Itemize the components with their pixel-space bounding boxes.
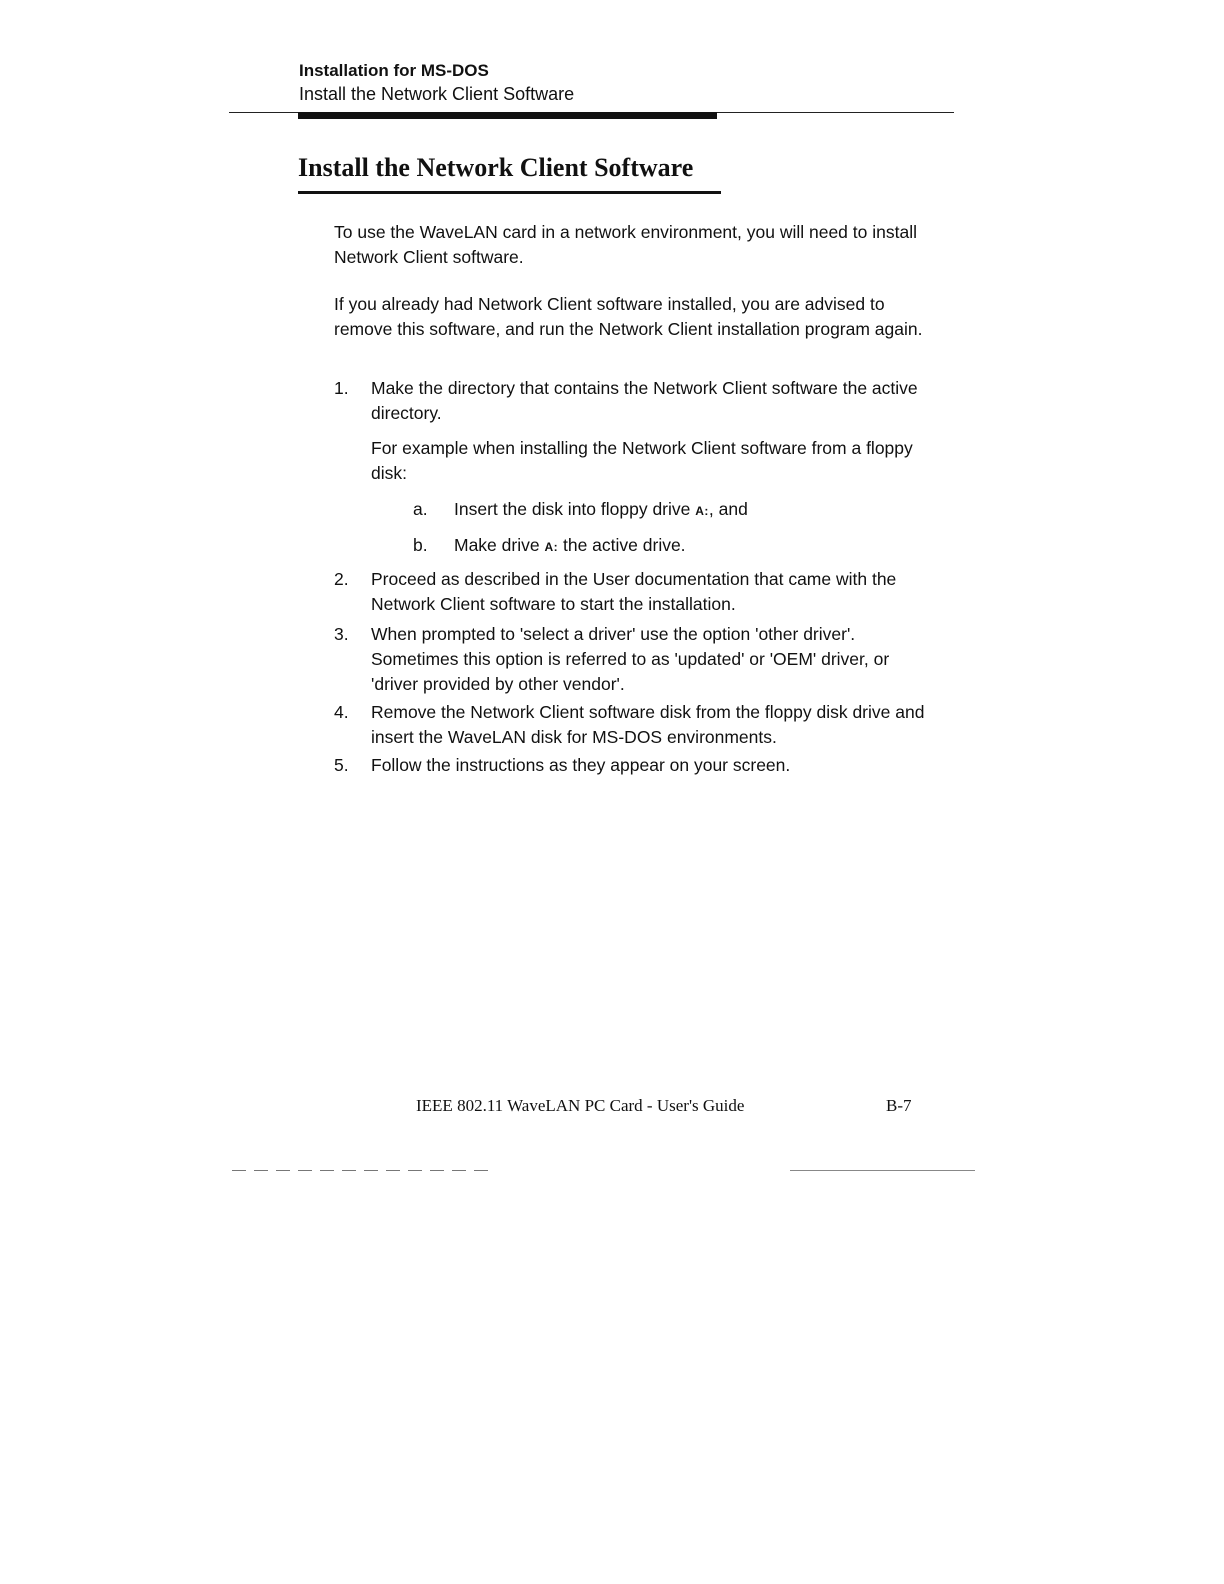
substep-a-text: Insert the disk into floppy drive A:, and: [454, 499, 748, 519]
step-4-text: Remove the Network Client software disk from the floppy disk drive and insert the WaveLAN disk for MS-DOS environments.: [371, 702, 925, 747]
substep-a-letter: a.: [413, 499, 428, 519]
footer-page-number: B-7: [886, 1096, 912, 1115]
step-1-note: For example when installing the Network Client software from a floppy disk:: [371, 438, 913, 483]
running-header-section: Installation for MS-DOS: [299, 61, 489, 80]
step-2-text: Proceed as described in the User documentation that came with the Network Client software to start the installation.: [371, 569, 897, 614]
running-header-subsection: Install the Network Client Software: [299, 84, 575, 104]
step-5-text: Follow the instructions as they appear on your screen.: [371, 755, 791, 775]
step-2-number: 2.: [334, 569, 349, 589]
title-underline: [298, 191, 721, 194]
intro-paragraph-1: To use the WaveLAN card in a network environment, you will need to install Network Client software.: [334, 222, 917, 267]
step-4-number: 4.: [334, 702, 349, 722]
drive-letter: A:: [695, 504, 709, 518]
step-1-text: Make the directory that contains the Network Client software the active directory.: [371, 378, 918, 423]
page-title: Install the Network Client Software: [298, 153, 694, 182]
step-5-number: 5.: [334, 755, 349, 775]
substep-b-letter: b.: [413, 535, 428, 555]
bottom-scan-line-right: [790, 1170, 975, 1171]
step-3-number: 3.: [334, 624, 349, 644]
bottom-scan-line-left: [232, 1170, 492, 1171]
intro-paragraph-2: If you already had Network Client software installed, you are advised to remove this software, and run the Network Client installation program again.: [334, 294, 923, 339]
substep-b-text: Make drive A: the active drive.: [454, 535, 686, 555]
step-3-text: When prompted to 'select a driver' use the option 'other driver'. Sometimes this option is referred to as 'updated' or 'OEM' driver, or 'driver provided by other vendor'.: [371, 624, 890, 694]
footer-guide-title: IEEE 802.11 WaveLAN PC Card - User's Guide: [416, 1096, 745, 1115]
header-accent-bar: [298, 112, 717, 119]
step-1-number: 1.: [334, 378, 349, 398]
drive-letter: A:: [544, 540, 559, 554]
